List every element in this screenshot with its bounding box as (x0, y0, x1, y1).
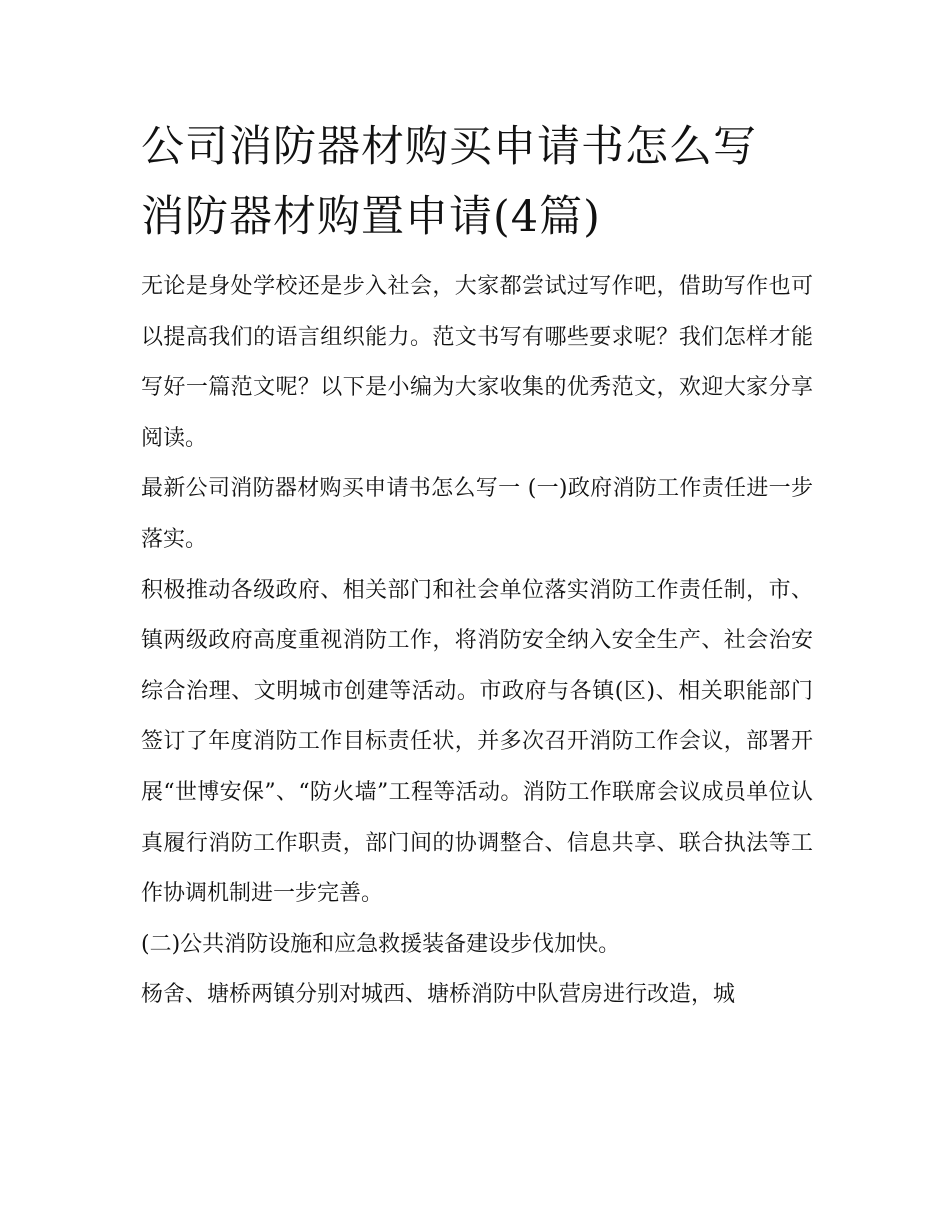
paragraph-section-heading-1: 最新公司消防器材购买申请书怎么写一 (一)政府消防工作责任进一步落实。 (141, 476, 813, 552)
document-title: 公司消防器材购买申请书怎么写 消防器材购置申请(4篇) (141, 122, 757, 242)
document-page (141, 112, 813, 1021)
paragraph-intro: 无论是身处学校还是步入社会，大家都尝试过写作吧，借助写作也可以提高我们的语言组织能力。范文书写有哪些要求呢？我们怎样才能写好一篇范文呢？以下是小编为大家收集的优秀范文，欢迎大家分享阅读。 (141, 274, 813, 451)
paragraph-body-1: 积极推动各级政府、相关部门和社会单位落实消防工作责任制，市、镇两级政府高度重视消防工作，将消防安全纳入安全生产、社会治安综合治理、文明城市创建等活动。市政府与各镇(区)、相关职能部门签订了年度消防工作目标责任状，并多次召开消防工作会议，部署开展“世博安保”、“防火墙”工程等活动。消防工作联席会议成员单位认真履行消防工作职责，部门间的协调整合、信息共享、联合执法等工作协调机制进一步完善。 (141, 577, 813, 907)
paragraph-section-heading-2: (二)公共消防设施和应急救援装备建设步伐加快。 (141, 931, 621, 957)
paragraph-body-2: 杨舍、塘桥两镇分别对城西、塘桥消防中队营房进行改造，城 (141, 982, 736, 1008)
